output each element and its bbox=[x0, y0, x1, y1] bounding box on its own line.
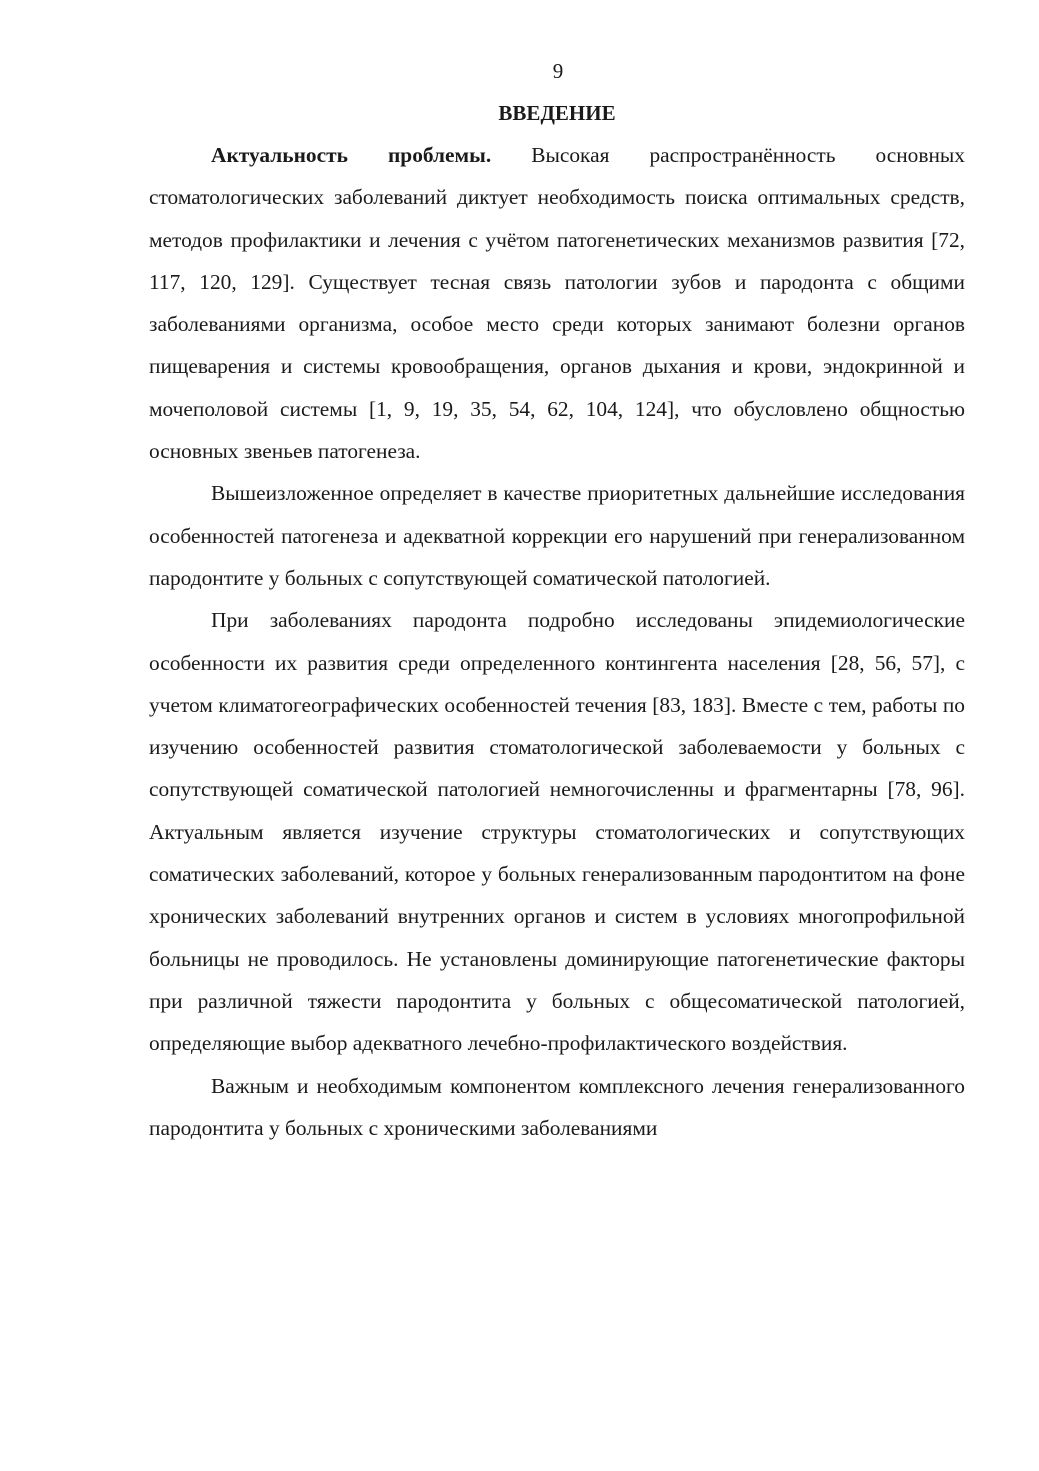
paragraph-text: Вышеизложенное определяет в качестве приоритетных дальнейшие исследования особенностей патогенеза и адекватной коррекции его нарушений при генерализованном пародонтите у больных с сопутствующей соматической патологией. bbox=[149, 481, 965, 590]
paragraph-text: Важным и необходимым компонентом комплексного лечения генерализованного пародонтита у больных с хроническими заболеваниями bbox=[149, 1073, 965, 1140]
paragraph-priorities bbox=[149, 472, 965, 599]
paragraph-treatment-component bbox=[149, 1065, 965, 1150]
page-number: 9 bbox=[552, 59, 564, 83]
paragraph-lead: Актуальность проблемы. bbox=[211, 143, 492, 167]
paragraph-periodontal-diseases bbox=[149, 599, 965, 1064]
paragraph-text: При заболеваниях пародонта подробно исследованы эпидемиологические особенности их развития среди определенного контингента населения [28, 56, 57], с учетом климатогеографических особенностей течения [83, 183]. Вместе с тем, работы по изучению особенностей развития стоматологической заболеваемости у больных с сопутствующей соматической патологией немногочисленны и фрагментарны [78, 96]. Актуальным является изучение структуры стоматологических и сопутствующих соматических заболеваний, которое у больных генерализованным пародонтитом на фоне хронических заболеваний внутренних органов и систем в условиях многопрофильной больницы не проводилось. Не установлены доминирующие патогенетические факторы при различной тяжести пародонтита у больных с общесоматической патологией, определяющие выбор адекватного лечебно-профилактического воздействия. bbox=[149, 608, 965, 1056]
paragraph-text: Высокая распространённость основных стоматологических заболеваний диктует необходимость поиска оптимальных средств, методов профилактики и лечения с учётом патогенетических механизмов развития [72, 117, 120, 129]. Существует тесная связь патологии зубов и пародонта с общими заболеваниями организма, особое место среди которых занимают болезни органов пищеварения и системы кровообращения, органов дыхания и крови, эндокринной и мочеполовой системы [1, 9, 19, 35, 54, 62, 104, 124], что обусловлено общностью основных звеньев патогенеза. bbox=[149, 143, 965, 464]
section-title: ВВЕДЕНИЕ bbox=[498, 101, 616, 125]
paragraph-relevance bbox=[149, 134, 965, 472]
